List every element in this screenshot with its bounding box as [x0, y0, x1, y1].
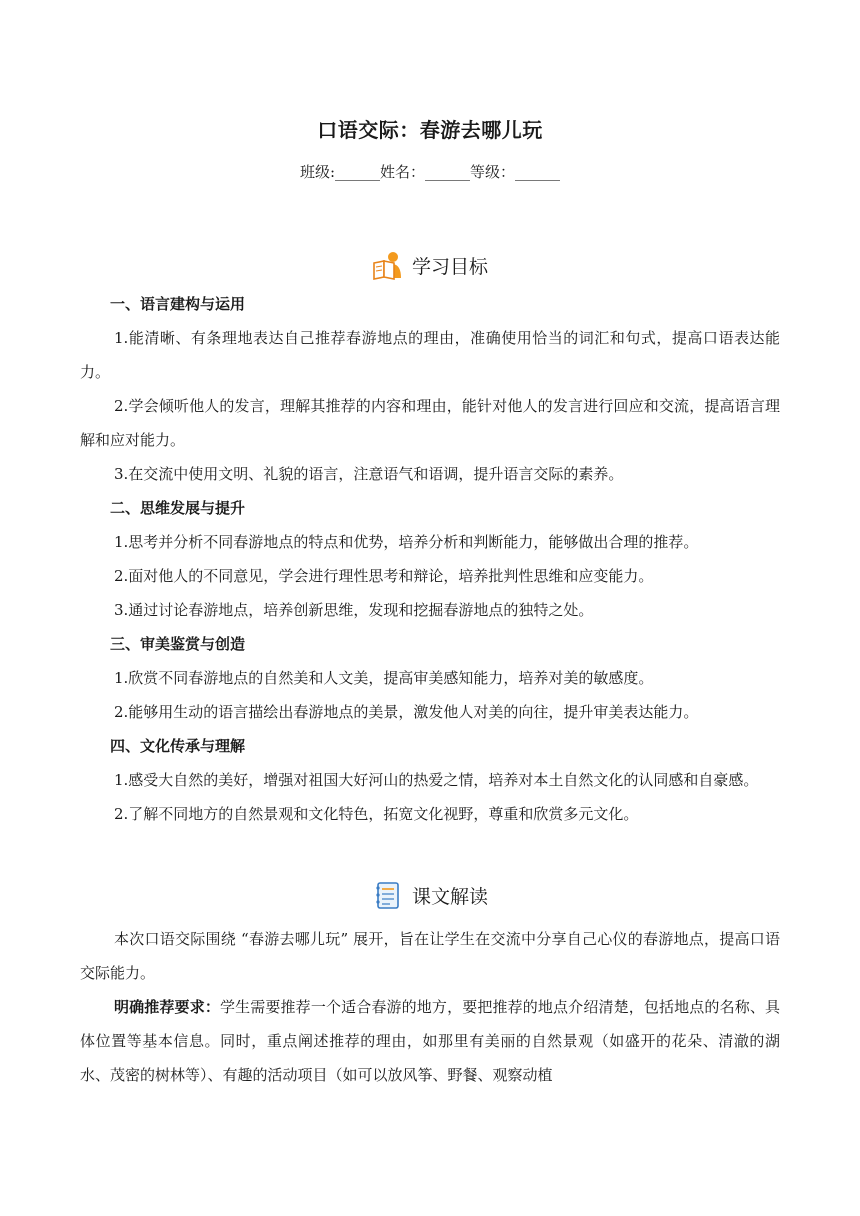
learning-goals-content [80, 287, 780, 831]
goal-item: 1.思考并分析不同春游地点的特点和优势，培养分析和判断能力，能够做出合理的推荐。 [114, 533, 699, 551]
notebook-icon [372, 880, 404, 910]
goal-item: 3.在交流中使用文明、礼貌的语言，注意语气和语调，提升语言交际的素养。 [114, 465, 624, 483]
goal-item: 2.能够用生动的语言描绘出春游地点的美景，激发他人对美的向往，提升审美表达能力。 [114, 703, 699, 721]
goal-item: 2.学会倾听他人的发言，理解其推荐的内容和理由，能针对他人的发言进行回应和交流，提高语言理解和应对能力。 [80, 397, 780, 449]
group-title: 三、审美鉴赏与创造 [110, 635, 246, 653]
section-heading-text: 学习目标 [411, 255, 488, 278]
requirement-text: 学生需要推荐一个适合春游的地方，要把推荐的地点介绍清楚，包括地点的名称、具体位置等基本信息。同时，重点阐述推荐的理由，如那里有美丽的自然景观（如盛开的花朵、清澈的湖水、茂密的树林等）、有趣的活动项目（如可以放风筝、野餐、观察动植 [80, 998, 780, 1084]
document-title: 口语交际：春游去哪儿玩 [317, 118, 543, 142]
section-heading-text: 课文解读 [411, 885, 488, 908]
goal-item: 1.感受大自然的美好，增强对祖国大好河山的热爱之情，培养对本土自然文化的认同感和自豪感。 [114, 771, 759, 789]
section-heading-learning-goals [0, 250, 860, 280]
reading-person-icon [372, 250, 404, 280]
requirement-paragraph [80, 990, 780, 1092]
intro-paragraph: 本次口语交际围绕 “春游去哪儿玩” 展开，旨在让学生在交流中分享自己心仪的春游地点，提高口语交际能力。 [80, 930, 780, 982]
requirement-label: 明确推荐要求： [114, 998, 220, 1016]
goal-item: 1.能清晰、有条理地表达自己推荐春游地点的理由，准确使用恰当的词汇和句式，提高口语表达能力。 [80, 329, 780, 381]
goal-item: 2.面对他人的不同意见，学会进行理性思考和辩论，培养批判性思维和应变能力。 [114, 567, 654, 585]
group-title: 一、语言建构与运用 [110, 295, 246, 313]
goal-item: 1.欣赏不同春游地点的自然美和人文美，提高审美感知能力，培养对美的敏感度。 [114, 669, 654, 687]
section-heading-text-interpretation [0, 880, 860, 910]
goal-item: 2.了解不同地方的自然景观和文化特色，拓宽文化视野，尊重和欣赏多元文化。 [114, 805, 639, 823]
goal-item: 3.通过讨论春游地点，培养创新思维，发现和挖掘春游地点的独特之处。 [114, 601, 594, 619]
group-title: 二、思维发展与提升 [110, 499, 246, 517]
student-info-line: 班级:______姓名：______等级：______ [299, 163, 561, 181]
text-interpretation-content [80, 922, 780, 1092]
group-title: 四、文化传承与理解 [110, 737, 246, 755]
